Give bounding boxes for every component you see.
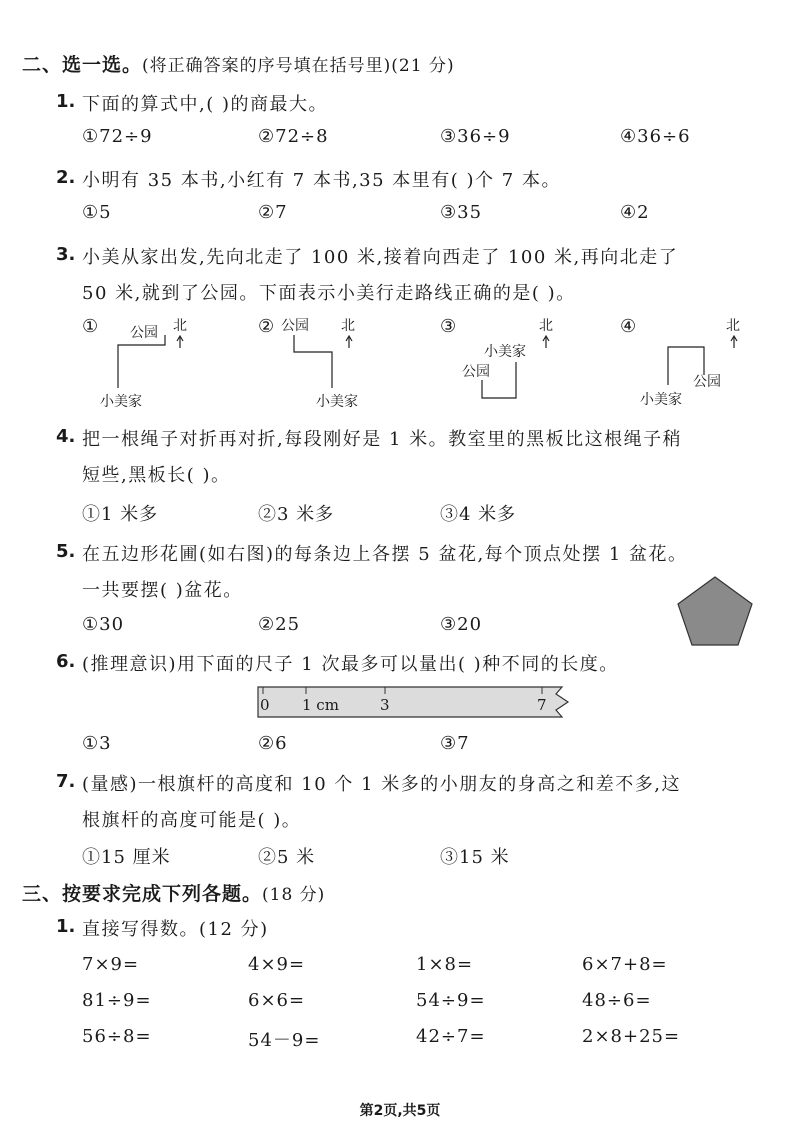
q3-number: 3. (56, 244, 76, 265)
q3-option-4[interactable]: ④ (620, 316, 638, 337)
q3-d2-park: 公园 (281, 318, 309, 334)
calc-r1-c1: 7×9= (82, 954, 140, 975)
section-3-title: 三、按要求完成下列各题。 (22, 883, 263, 905)
q1-text: 下面的算式中,( )的商最大。 (82, 94, 328, 115)
q3-text-line-1: 小美从家出发,先向北走了 100 米,接着向西走了 100 米,再向北走了 (82, 247, 679, 268)
q2-option-4[interactable]: ④2 (620, 202, 650, 223)
q6-option-3[interactable]: ③7 (440, 733, 470, 754)
calc-r1-c3: 1×8= (416, 954, 474, 975)
q4-text-line-2: 短些,黑板长( )。 (82, 465, 231, 486)
q3-option-2[interactable]: ② (258, 316, 276, 337)
ruler (256, 684, 576, 720)
q5-option-1[interactable]: ①30 (82, 614, 125, 635)
ruler-mark-3: 3 (380, 696, 390, 714)
calc-r3-c4: 2×8+25= (582, 1026, 681, 1047)
q3-route-1 (118, 335, 165, 388)
q6-option-1[interactable]: ①3 (82, 733, 112, 754)
q5-text-line-2: 一共要摆( )盆花。 (82, 580, 243, 601)
calc-r2-c2: 6×6= (248, 990, 306, 1011)
q2-text: 小明有 35 本书,小红有 7 本书,35 本里有( )个 7 本。 (82, 170, 561, 191)
q4-option-2[interactable]: ②3 米多 (258, 504, 335, 525)
section-3-header (22, 879, 325, 906)
calc-r2-c1: 81÷9= (82, 990, 152, 1011)
section-2-title: 二、选一选。 (22, 54, 143, 76)
q2-number: 2. (56, 167, 76, 188)
calc-r1-c2: 4×9= (248, 954, 306, 975)
calc-r2-c3: 54÷9= (416, 990, 486, 1011)
calc-r1-c4: 6×7+8= (582, 954, 668, 975)
q7-number: 7. (56, 771, 76, 792)
section-3-note: (18 分) (262, 885, 326, 905)
q3-option-1[interactable]: ① (82, 316, 100, 337)
q3-text-line-2: 50 米,就到了公园。下面表示小美行走路线正确的是( )。 (82, 283, 576, 304)
ruler-mark-0: 0 (260, 696, 270, 714)
calc-r3-c2: 54－9= (248, 1030, 321, 1051)
q3-d1-park: 公园 (130, 325, 158, 341)
q6-number: 6. (56, 651, 76, 672)
pentagon-shape (678, 577, 752, 645)
q3-route-diagrams (0, 0, 800, 420)
ruler-mark-7: 7 (537, 696, 547, 714)
q3-route-2 (294, 335, 332, 388)
q1-option-3[interactable]: ③36÷9 (440, 126, 511, 147)
q3-d3-home: 小美家 (484, 344, 526, 360)
section-2-note: (将正确答案的序号填在括号里)(21 分) (142, 56, 455, 76)
q1-option-2[interactable]: ②72÷8 (258, 126, 329, 147)
q3-d4-north: 北 (726, 318, 740, 334)
q5-text-line-1: 在五边形花圃(如右图)的每条边上各摆 5 盆花,每个顶点处摆 1 盆花。 (82, 544, 688, 565)
q3-option-3[interactable]: ③ (440, 316, 458, 337)
ruler-mark-1cm: 1 cm (302, 696, 339, 714)
pentagon-figure (676, 574, 756, 648)
q1-option-4[interactable]: ④36÷6 (620, 126, 691, 147)
calc-r3-c1: 56÷8= (82, 1026, 152, 1047)
page-footer: 第2页,共5页 (359, 1103, 441, 1119)
q4-option-3[interactable]: ③4 米多 (440, 504, 517, 525)
calc-r3-c3: 42÷7= (416, 1026, 486, 1047)
q6-option-2[interactable]: ②6 (258, 733, 288, 754)
s3-q1-text: 直接写得数。(12 分) (82, 919, 269, 940)
q1-option-1[interactable]: ①72÷9 (82, 126, 153, 147)
s3-q1-number: 1. (56, 916, 76, 937)
q3-d3-north: 北 (539, 318, 553, 334)
q4-number: 4. (56, 426, 76, 447)
q7-option-2[interactable]: ②5 米 (258, 847, 316, 868)
q2-option-3[interactable]: ③35 (440, 202, 483, 223)
q2-option-1[interactable]: ①5 (82, 202, 112, 223)
q7-text-line-2: 根旗杆的高度可能是( )。 (82, 810, 302, 831)
q4-text-line-1: 把一根绳子对折再对折,每段刚好是 1 米。教室里的黑板比这根绳子稍 (82, 429, 683, 450)
q7-option-1[interactable]: ①15 厘米 (82, 847, 171, 868)
q5-number: 5. (56, 541, 76, 562)
calc-r2-c4: 48÷6= (582, 990, 652, 1011)
q3-d4-home: 小美家 (640, 392, 682, 408)
q2-option-2[interactable]: ②7 (258, 202, 288, 223)
q5-option-2[interactable]: ②25 (258, 614, 301, 635)
q3-route-lines (118, 335, 737, 398)
q7-option-3[interactable]: ③15 米 (440, 847, 510, 868)
q4-option-1[interactable]: ①1 米多 (82, 504, 159, 525)
q7-text-line-1: (量感)一根旗杆的高度和 10 个 1 米多的小朋友的身高之和差不多,这 (82, 774, 682, 795)
q3-d1-north: 北 (173, 318, 187, 334)
q1-number: 1. (56, 91, 76, 112)
q3-d2-north: 北 (341, 318, 355, 334)
q6-text: (推理意识)用下面的尺子 1 次最多可以量出( )种不同的长度。 (82, 654, 619, 675)
q3-d2-home: 小美家 (316, 394, 358, 410)
q5-option-3[interactable]: ③20 (440, 614, 483, 635)
q3-d3-park: 公园 (462, 364, 490, 380)
q3-d1-home: 小美家 (100, 394, 142, 410)
q3-d4-park: 公园 (693, 374, 721, 390)
